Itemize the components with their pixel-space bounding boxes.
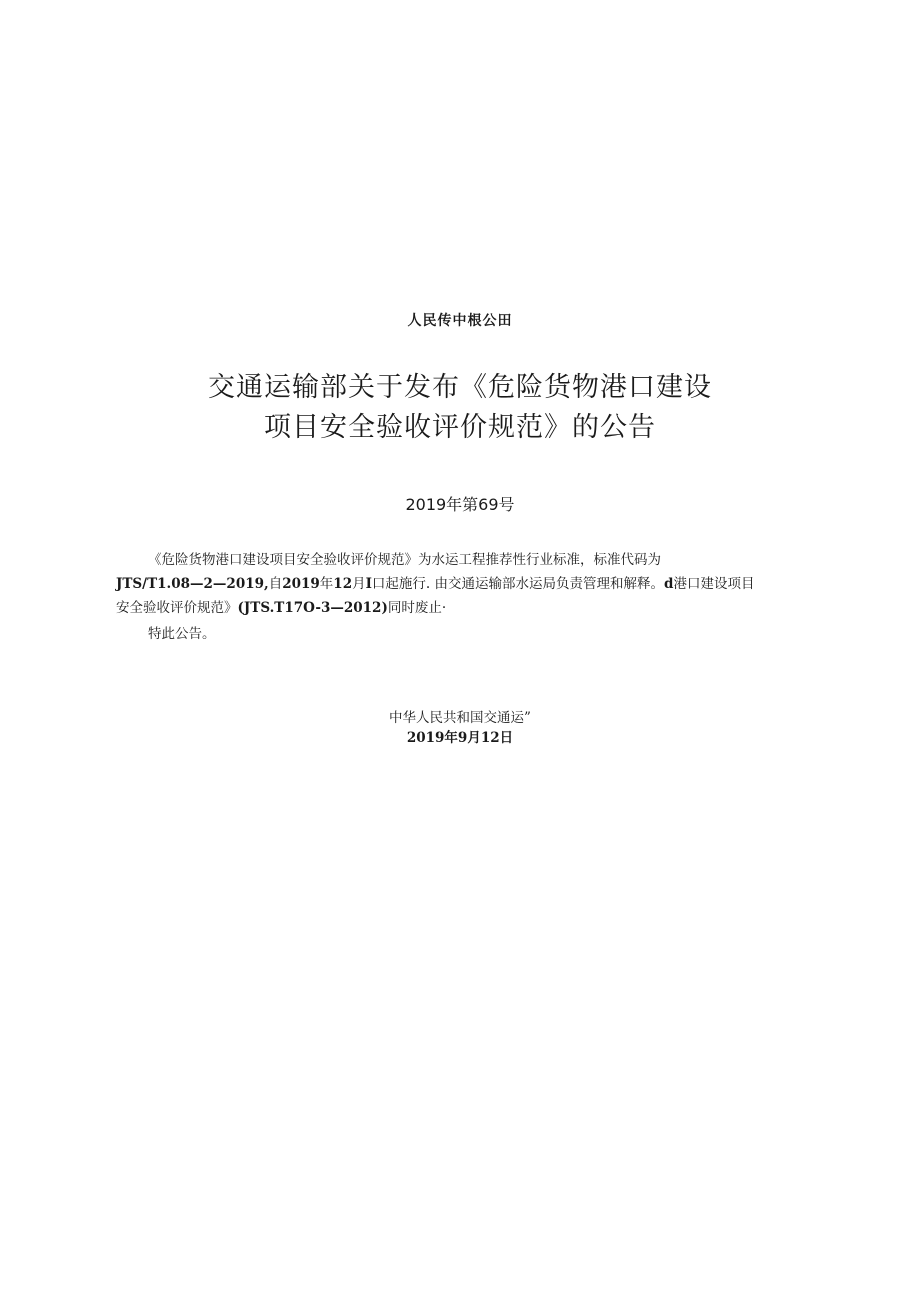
closing-line: 特此公告。	[148, 626, 216, 642]
issue-date: 2019年9月12日	[406, 730, 514, 746]
body-line-3	[116, 596, 816, 620]
effective-month: 12	[333, 576, 353, 592]
signature-block	[0, 708, 920, 748]
standard-code: JTS/T1.08—2—2019,	[116, 576, 269, 592]
body-text-segment: 港口建设项目	[673, 576, 755, 592]
body-text-segment: 安全验收评价规范》	[116, 600, 238, 616]
body-paragraph	[116, 548, 816, 620]
body-line-2	[116, 572, 816, 596]
body-line-1: 《危险货物港口建设项目安全验收评价规范》为水运工程推荐性行业标准，标准代码为	[148, 552, 661, 568]
title-line-2: 项目安全验收评价规范》的公告	[264, 412, 656, 443]
superseded-code: (JTS.T17O-3—2012)	[237, 600, 388, 616]
effective-year: 2019	[282, 576, 320, 592]
body-text-segment: 同时废止·	[387, 600, 447, 616]
issuing-authority: 中华人民共和国交通运”	[389, 710, 531, 726]
body-text-segment: 口起施行. 由交通运输部水运局负责管理和解释。	[371, 576, 665, 592]
header-line: 人民传中根公田	[407, 313, 513, 329]
effective-day: I	[365, 576, 372, 592]
title-line-1: 交通运输部关于发布《危险货物港口建设	[208, 372, 712, 403]
announcement-title	[0, 368, 920, 448]
document-number: 2019年第69号	[405, 495, 515, 514]
body-text-segment: 年	[319, 576, 334, 592]
body-text-segment: d	[664, 576, 674, 592]
body-text-segment: 月	[352, 576, 366, 592]
body-text-segment: 自	[268, 576, 283, 592]
